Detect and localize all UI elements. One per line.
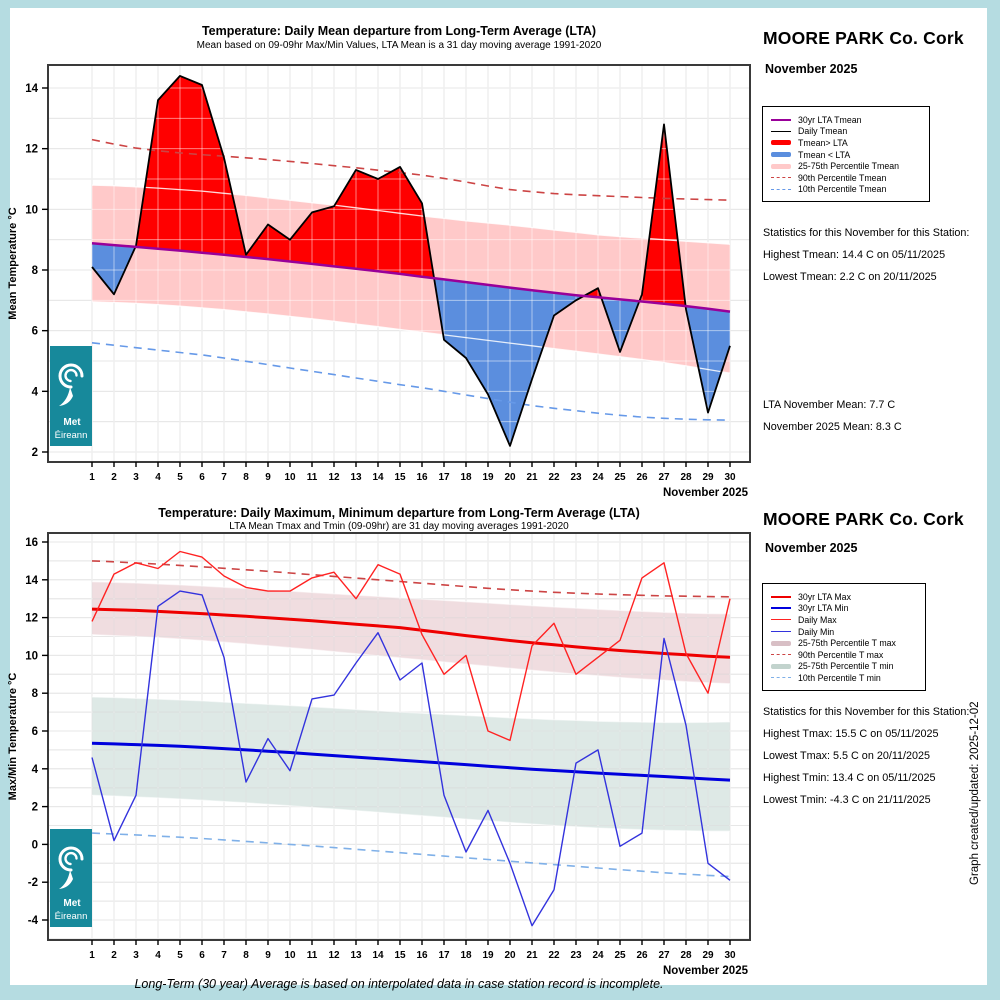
svg-text:10: 10 (25, 204, 38, 217)
svg-text:6: 6 (199, 472, 205, 483)
svg-text:26: 26 (636, 950, 648, 961)
legend-swatch-icon (771, 607, 791, 609)
stat-line: Highest Tmax: 15.5 C on 05/11/2025 (763, 728, 939, 740)
legend-label: 30yr LTA Tmean (798, 114, 862, 125)
stats-chart1 (763, 222, 969, 288)
legend-label: Daily Max (798, 614, 837, 625)
stat-line: Lowest Tmean: 2.2 C on 20/11/2025 (763, 271, 937, 283)
svg-text:29: 29 (702, 950, 714, 961)
legend-swatch-icon (771, 677, 791, 678)
legend-label: 10th Percentile Tmean (798, 184, 887, 195)
legend-label: 25-75th Percentile T max (798, 638, 896, 649)
svg-text:7: 7 (221, 950, 227, 961)
svg-text:16: 16 (416, 950, 428, 961)
svg-text:22: 22 (548, 950, 560, 961)
created-updated-note: Graph created/updated: 2025-12-02 (969, 701, 981, 885)
svg-text:2: 2 (31, 801, 38, 814)
footer-disclaimer: Long-Term (30 year) Average is based on interpolated data in case station record is incomplete. (134, 977, 664, 991)
legend-item (771, 637, 917, 649)
svg-text:6: 6 (199, 950, 205, 961)
legend-swatch-icon (771, 152, 791, 157)
svg-text:14: 14 (372, 472, 384, 483)
svg-text:November 2025: November 2025 (662, 965, 748, 977)
legend-item (771, 649, 917, 661)
svg-text:23: 23 (570, 472, 582, 483)
svg-text:30: 30 (724, 950, 736, 961)
legend-swatch-icon (771, 119, 791, 121)
svg-text:27: 27 (658, 472, 670, 483)
svg-text:9: 9 (265, 472, 271, 483)
svg-text:-4: -4 (27, 915, 38, 927)
svg-text:6: 6 (31, 726, 38, 738)
legend-item (771, 114, 921, 126)
svg-text:Max/Min Temperature °C: Max/Min Temperature °C (7, 672, 19, 801)
svg-text:9: 9 (265, 950, 271, 961)
svg-text:18: 18 (460, 950, 472, 961)
svg-text:Met: Met (63, 898, 81, 909)
svg-text:5: 5 (177, 950, 183, 961)
svg-text:3: 3 (133, 472, 139, 483)
svg-text:25: 25 (614, 472, 626, 483)
svg-text:Met: Met (63, 417, 81, 428)
svg-text:21: 21 (526, 472, 538, 483)
svg-text:4: 4 (31, 763, 38, 776)
svg-text:5: 5 (177, 472, 183, 483)
legend-label: 90th Percentile Tmean (798, 172, 887, 183)
svg-text:13: 13 (350, 472, 362, 483)
legend-item (771, 172, 921, 184)
legend-item (771, 126, 921, 138)
chart1-title: Temperature: Daily Mean departure from Long-Term Average (LTA) (201, 24, 597, 38)
legend-swatch-icon (771, 641, 791, 646)
met-eireann-logo-icon (50, 346, 92, 446)
svg-text:2: 2 (111, 472, 117, 483)
stat-line: November 2025 Mean: 8.3 C (763, 421, 902, 433)
svg-text:12: 12 (25, 143, 38, 156)
svg-text:15: 15 (394, 472, 406, 483)
svg-text:30: 30 (724, 472, 736, 483)
station-title-1: MOORE PARK Co. Cork (763, 28, 964, 48)
svg-text:0: 0 (31, 839, 38, 852)
svg-text:25: 25 (614, 950, 626, 961)
svg-text:14: 14 (25, 574, 38, 587)
daily-max-min-departure-chart (0, 500, 760, 978)
svg-text:21: 21 (526, 950, 538, 961)
svg-text:Mean Temperature °C: Mean Temperature °C (7, 207, 19, 320)
svg-text:20: 20 (504, 950, 516, 961)
svg-text:7: 7 (221, 472, 227, 483)
legend-swatch-icon (771, 140, 791, 145)
legend-swatch-icon (771, 189, 791, 190)
svg-text:11: 11 (306, 472, 318, 483)
met-eireann-logo-icon (50, 829, 92, 927)
legend-swatch-icon (771, 619, 791, 620)
legend-chart1 (762, 106, 930, 202)
stats-chart2 (763, 701, 969, 811)
legend-swatch-icon (771, 131, 791, 132)
svg-text:16: 16 (25, 537, 38, 549)
svg-text:22: 22 (548, 472, 560, 483)
legend-swatch-icon (771, 164, 791, 169)
legend-label: 90th Percentile T max (798, 649, 884, 660)
svg-text:20: 20 (504, 472, 516, 483)
svg-text:28: 28 (680, 472, 692, 483)
legend-item (771, 672, 917, 684)
svg-text:8: 8 (31, 264, 38, 277)
legend-label: 10th Percentile T min (798, 672, 881, 683)
svg-text:26: 26 (636, 472, 648, 483)
svg-text:8: 8 (243, 472, 249, 483)
svg-text:12: 12 (25, 612, 38, 625)
legend-label: 30yr LTA Max (798, 591, 851, 602)
chart1-subtitle: Mean based on 09-09hr Max/Min Values, LTA Mean is a 31 day moving average 1991-2020 (196, 40, 602, 51)
svg-text:10: 10 (284, 950, 296, 961)
legend-label: Tmean> LTA (798, 137, 848, 148)
lta-means-chart1 (763, 394, 902, 438)
svg-text:November 2025: November 2025 (662, 487, 748, 499)
svg-text:2: 2 (31, 446, 38, 459)
legend-label: 30yr LTA Min (798, 603, 849, 614)
svg-text:4: 4 (155, 950, 161, 961)
svg-text:4: 4 (155, 472, 161, 483)
station-month-1: November 2025 (765, 62, 858, 76)
stat-line: Lowest Tmax: 5.5 C on 20/11/2025 (763, 750, 931, 762)
legend-item (771, 184, 921, 196)
svg-text:17: 17 (438, 472, 450, 483)
svg-text:12: 12 (328, 950, 340, 961)
svg-text:1: 1 (89, 472, 95, 483)
svg-text:19: 19 (482, 472, 494, 483)
svg-text:11: 11 (306, 950, 318, 961)
svg-text:17: 17 (438, 950, 450, 961)
legend-swatch-icon (771, 654, 791, 655)
svg-text:27: 27 (658, 950, 670, 961)
station-month-2: November 2025 (765, 541, 858, 555)
legend-item (771, 626, 917, 638)
svg-text:1: 1 (89, 950, 95, 961)
svg-text:13: 13 (350, 950, 362, 961)
legend-item (771, 591, 917, 603)
svg-text:12: 12 (328, 472, 340, 483)
svg-text:10: 10 (284, 472, 296, 483)
svg-text:16: 16 (416, 472, 428, 483)
svg-text:3: 3 (133, 950, 139, 961)
svg-text:14: 14 (25, 83, 38, 95)
legend-item (771, 149, 921, 161)
svg-text:15: 15 (394, 950, 406, 961)
svg-text:14: 14 (372, 950, 384, 961)
svg-text:4: 4 (31, 386, 38, 399)
legend-item (771, 160, 921, 172)
legend-label: Daily Tmean (798, 126, 848, 137)
svg-text:28: 28 (680, 950, 692, 961)
stat-line: Highest Tmean: 14.4 C on 05/11/2025 (763, 249, 946, 261)
svg-text:8: 8 (243, 950, 249, 961)
stat-line: LTA November Mean: 7.7 C (763, 399, 896, 411)
stat-line: Lowest Tmin: -4.3 C on 21/11/2025 (763, 794, 931, 806)
legend-label: 25-75th Percentile T min (798, 661, 894, 672)
legend-swatch-icon (771, 631, 791, 632)
svg-text:29: 29 (702, 472, 714, 483)
legend-label: Daily Min (798, 626, 835, 637)
chart2-title: Temperature: Daily Maximum, Minimum departure from Long-Term Average (LTA) (158, 506, 640, 520)
legend-label: 25-75th Percentile Tmean (798, 161, 900, 172)
stat-line: Statistics for this November for this Station: (763, 706, 970, 718)
legend-item (771, 603, 917, 615)
legend-swatch-icon (771, 177, 791, 178)
svg-text:23: 23 (570, 950, 582, 961)
svg-text:6: 6 (31, 325, 38, 338)
svg-text:24: 24 (592, 950, 604, 961)
svg-text:19: 19 (482, 950, 494, 961)
svg-text:Éireann: Éireann (54, 911, 88, 922)
svg-text:8: 8 (31, 688, 38, 701)
station-title-2: MOORE PARK Co. Cork (763, 509, 964, 529)
legend-swatch-icon (771, 596, 791, 598)
legend-item (771, 661, 917, 673)
svg-text:2: 2 (111, 950, 117, 961)
legend-label: Tmean < LTA (798, 149, 851, 160)
chart2-subtitle: LTA Mean Tmax and Tmin (09-09hr) are 31 day moving averages 1991-2020 (229, 521, 569, 532)
svg-text:18: 18 (460, 472, 472, 483)
stat-line: Statistics for this November for this Station: (763, 227, 970, 239)
svg-text:Éireann: Éireann (54, 430, 88, 441)
legend-item (771, 137, 921, 149)
svg-text:-2: -2 (27, 877, 38, 890)
svg-text:24: 24 (592, 472, 604, 483)
legend-chart2 (762, 583, 926, 691)
stat-line: Highest Tmin: 13.4 C on 05/11/2025 (763, 772, 936, 784)
legend-swatch-icon (771, 664, 791, 669)
daily-mean-departure-chart (0, 0, 760, 500)
legend-item (771, 614, 917, 626)
svg-text:10: 10 (25, 650, 38, 663)
